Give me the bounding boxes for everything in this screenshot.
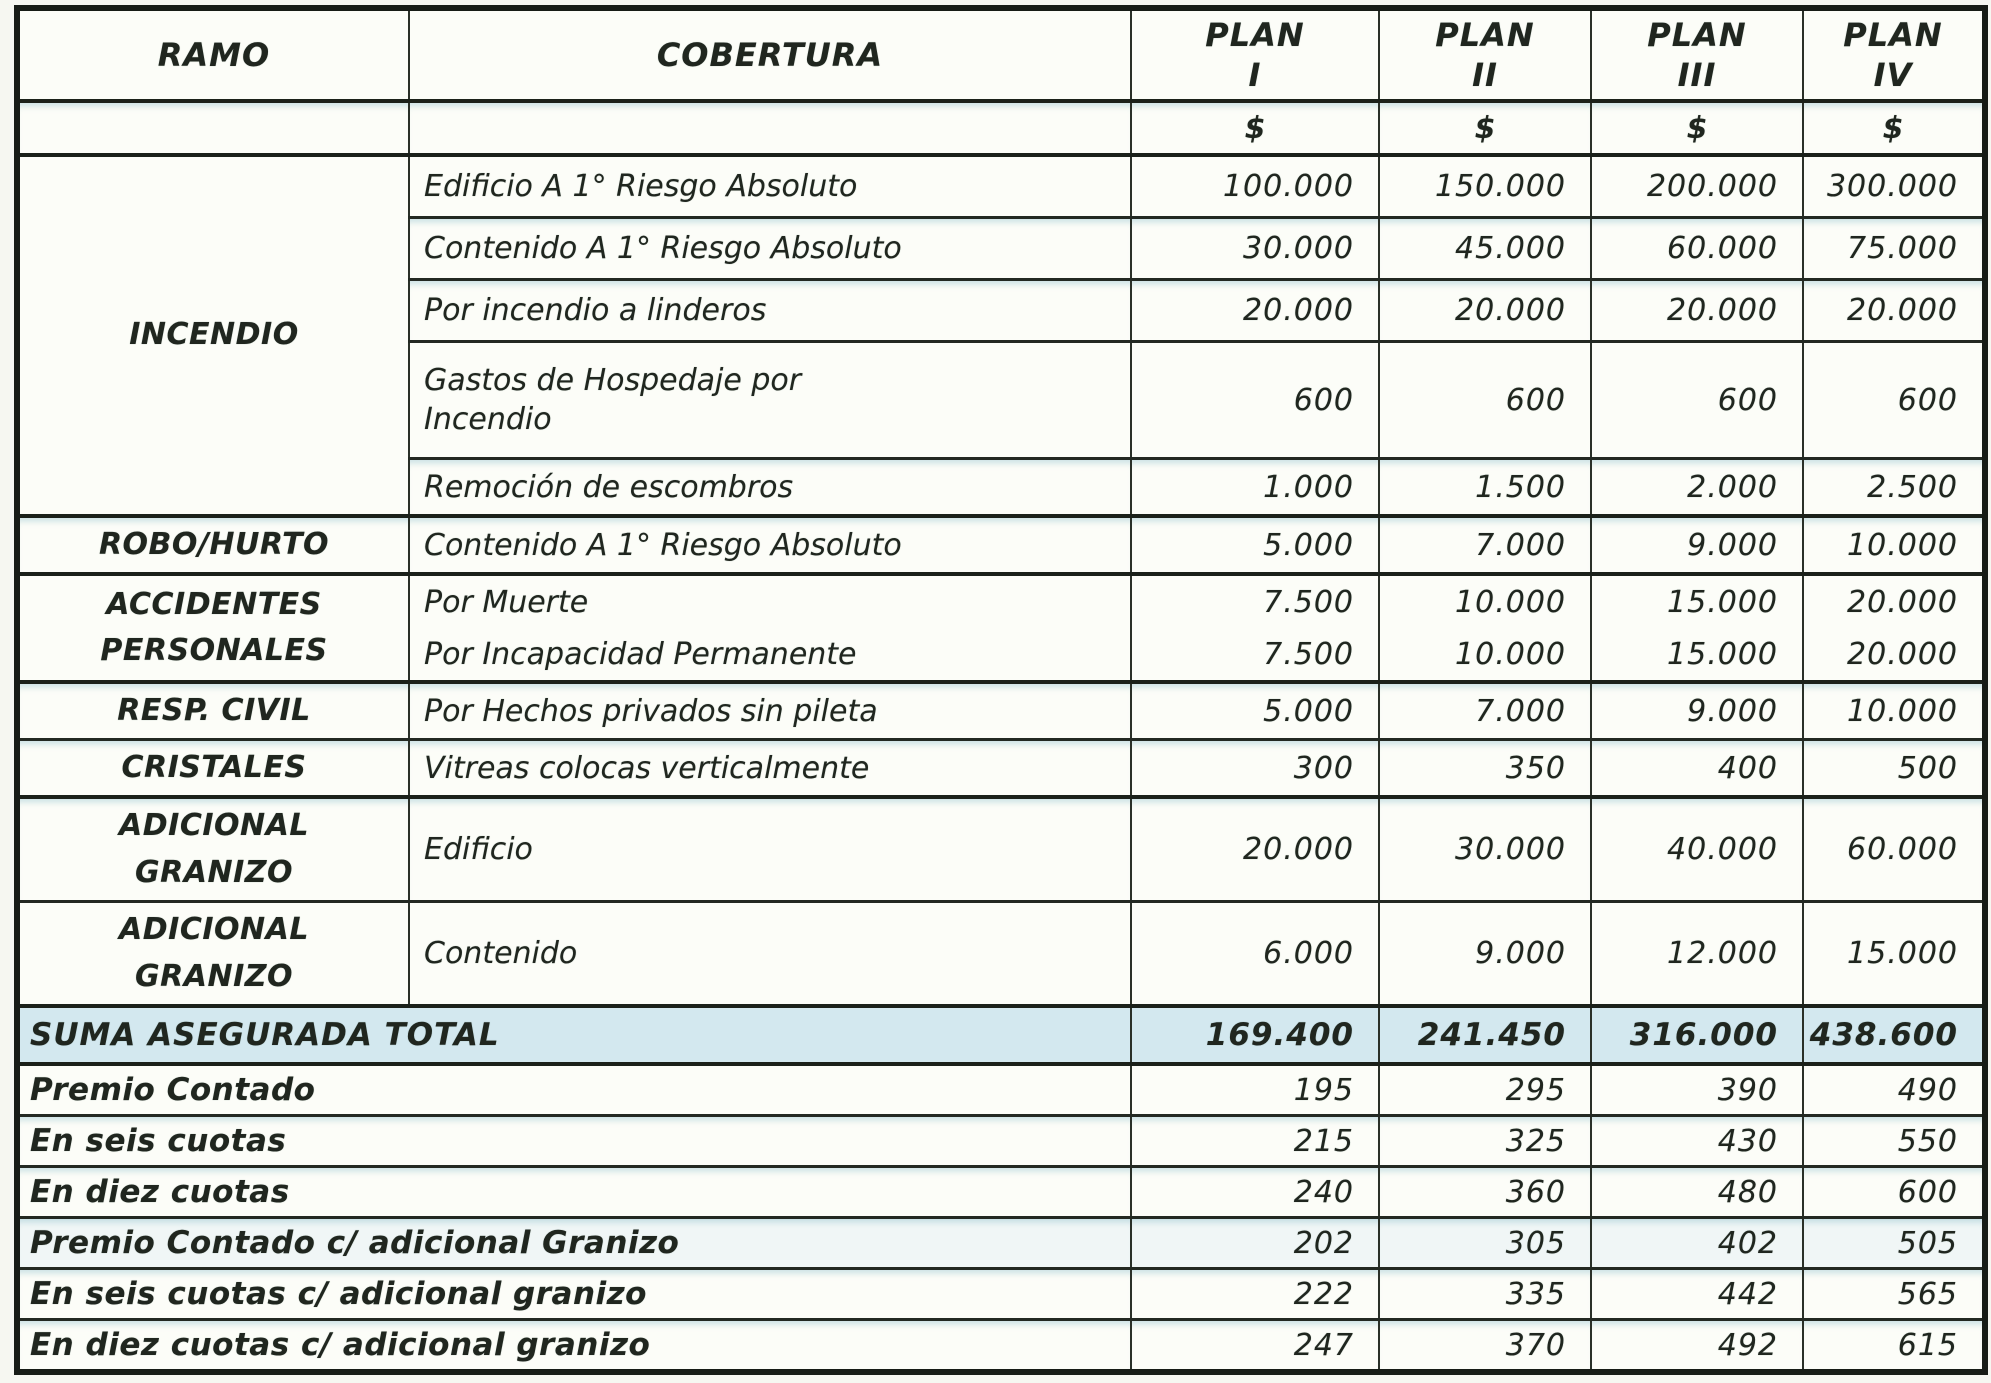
premium-label: En diez cuotas c/ adicional granizo [17,1320,1131,1373]
col-header-plan-1 [1131,8,1379,101]
plan-1-numeral: I [1248,56,1262,94]
row-incendio-edificio [17,155,1985,218]
value-cell-plan-4: 20.000 [1803,280,1985,342]
coverage-cell: Vitreas colocas verticalmente [409,740,1131,798]
plan-3-label: PLAN [1647,16,1747,54]
value-cell-plan-1: 6.000 [1131,902,1379,1007]
ramo-line-2: PERSONALES [100,633,328,668]
currency-row [17,101,1985,155]
plan-3-numeral: III [1677,56,1717,94]
premium-value-plan-1: 240 [1131,1167,1379,1218]
value-cell-plan-4: 10.000 [1803,516,1985,574]
premium-value-plan-2: 370 [1379,1320,1591,1373]
premium-row-contado-granizo [17,1218,1985,1269]
value-cell-plan-1: 5.000 [1131,682,1379,740]
value-cell-plan-3: 15.000 [1591,628,1803,682]
premium-label: En seis cuotas c/ adicional granizo [17,1269,1131,1320]
insurance-plans-table [14,5,1988,1375]
col-header-ramo: RAMO [17,8,409,101]
ramo-line-1: ADICIONAL [119,912,309,947]
row-resp-civil [17,682,1985,740]
ramo-line-1: ACCIDENTES [106,586,322,622]
coverage-text: Gastos de Hospedaje por Incendio [424,363,802,437]
value-cell-plan-4: 2.500 [1803,459,1985,517]
value-cell-plan-3: 40.000 [1591,797,1803,902]
premium-value-plan-4: 600 [1803,1167,1985,1218]
premium-row-seis-cuotas [17,1116,1985,1167]
value-cell-plan-4: 75.000 [1803,218,1985,280]
value-cell-plan-3: 9.000 [1591,516,1803,574]
premium-value-plan-4: 565 [1803,1269,1985,1320]
ramo-cell-robo-hurto: ROBO/HURTO [17,516,409,574]
total-value-plan-3: 316.000 [1591,1006,1803,1064]
coverage-cell: Contenido A 1° Riesgo Absoluto [409,218,1131,280]
coverage-cell: Contenido A 1° Riesgo Absoluto [409,516,1131,574]
currency-symbol-plan-1: $ [1131,101,1379,155]
premium-value-plan-3: 480 [1591,1167,1803,1218]
value-cell-plan-2: 7.000 [1379,682,1591,740]
value-cell-plan-2: 10.000 [1379,574,1591,628]
value-cell-plan-4: 300.000 [1803,155,1985,218]
coverage-cell: Por Muerte [409,574,1131,628]
ramo-cell-cristales: CRISTALES [17,740,409,798]
row-granizo-contenido [17,902,1985,1007]
premium-value-plan-2: 360 [1379,1167,1591,1218]
row-robo-hurto [17,516,1985,574]
header-row [17,8,1985,101]
value-cell-plan-4: 10.000 [1803,682,1985,740]
row-cristales [17,740,1985,798]
premium-label: Premio Contado [17,1064,1131,1116]
coverage-cell: Edificio [409,797,1131,902]
coverage-cell: Por Incapacidad Permanente [409,628,1131,682]
ramo-cell-adicional-granizo-1 [17,797,409,902]
value-cell-plan-1: 1.000 [1131,459,1379,517]
value-cell-plan-3: 12.000 [1591,902,1803,1007]
ramo-line-2: GRANIZO [135,854,293,890]
value-cell-plan-2: 1.500 [1379,459,1591,517]
value-cell-plan-1: 600 [1131,342,1379,459]
plan-1-label: PLAN [1205,16,1305,54]
premium-value-plan-3: 442 [1591,1269,1803,1320]
premium-value-plan-4: 615 [1803,1320,1985,1373]
empty-cell [17,101,409,155]
value-cell-plan-1: 20.000 [1131,280,1379,342]
currency-symbol-plan-3: $ [1591,101,1803,155]
row-accidentes-muerte [17,574,1985,628]
total-label: SUMA ASEGURADA TOTAL [17,1006,1131,1064]
plan-4-label: PLAN [1843,16,1943,54]
col-header-cobertura: COBERTURA [409,8,1131,101]
premium-label: En seis cuotas [17,1116,1131,1167]
value-cell-plan-1: 300 [1131,740,1379,798]
value-cell-plan-2: 350 [1379,740,1591,798]
ramo-cell-accidentes-personales [17,574,409,682]
plan-2-label: PLAN [1435,16,1535,54]
value-cell-plan-2: 20.000 [1379,280,1591,342]
value-cell-plan-1: 7.500 [1131,628,1379,682]
premium-value-plan-3: 430 [1591,1116,1803,1167]
premium-value-plan-1: 195 [1131,1064,1379,1116]
premium-value-plan-4: 505 [1803,1218,1985,1269]
value-cell-plan-1: 30.000 [1131,218,1379,280]
value-cell-plan-1: 100.000 [1131,155,1379,218]
value-cell-plan-2: 9.000 [1379,902,1591,1007]
empty-cell [409,101,1131,155]
value-cell-plan-3: 9.000 [1591,682,1803,740]
value-cell-plan-3: 15.000 [1591,574,1803,628]
premium-value-plan-1: 215 [1131,1116,1379,1167]
value-cell-plan-3: 400 [1591,740,1803,798]
value-cell-plan-3: 60.000 [1591,218,1803,280]
value-cell-plan-1: 5.000 [1131,516,1379,574]
premium-value-plan-3: 492 [1591,1320,1803,1373]
value-cell-plan-3: 600 [1591,342,1803,459]
coverage-cell: Remoción de escombros [409,459,1131,517]
value-cell-plan-3: 20.000 [1591,280,1803,342]
value-cell-plan-1: 7.500 [1131,574,1379,628]
premium-value-plan-3: 402 [1591,1218,1803,1269]
value-cell-plan-2: 150.000 [1379,155,1591,218]
premium-value-plan-1: 222 [1131,1269,1379,1320]
value-cell-plan-3: 2.000 [1591,459,1803,517]
value-cell-plan-2: 7.000 [1379,516,1591,574]
ramo-line-2: GRANIZO [135,958,293,994]
row-granizo-edificio [17,797,1985,902]
total-value-plan-4: 438.600 [1803,1006,1985,1064]
value-cell-plan-4: 20.000 [1803,628,1985,682]
coverage-cell: Por incendio a linderos [409,280,1131,342]
currency-symbol-plan-2: $ [1379,101,1591,155]
premium-value-plan-1: 247 [1131,1320,1379,1373]
value-cell-plan-1: 20.000 [1131,797,1379,902]
premium-value-plan-2: 335 [1379,1269,1591,1320]
value-cell-plan-4: 60.000 [1803,797,1985,902]
coverage-cell: Edificio A 1° Riesgo Absoluto [409,155,1131,218]
value-cell-plan-4: 600 [1803,342,1985,459]
ramo-cell-resp-civil: RESP. CIVIL [17,682,409,740]
premium-row-seis-cuotas-granizo [17,1269,1985,1320]
value-cell-plan-2: 600 [1379,342,1591,459]
premium-label: Premio Contado c/ adicional Granizo [17,1218,1131,1269]
premium-value-plan-2: 295 [1379,1064,1591,1116]
value-cell-plan-2: 10.000 [1379,628,1591,682]
coverage-cell: Por Hechos privados sin pileta [409,682,1131,740]
premium-row-contado [17,1064,1985,1116]
premium-value-plan-4: 490 [1803,1064,1985,1116]
ramo-line-1: ADICIONAL [119,808,309,843]
plan-2-numeral: II [1472,56,1498,94]
value-cell-plan-4: 500 [1803,740,1985,798]
value-cell-plan-2: 30.000 [1379,797,1591,902]
value-cell-plan-4: 20.000 [1803,574,1985,628]
ramo-cell-adicional-granizo-2 [17,902,409,1007]
premium-value-plan-2: 325 [1379,1116,1591,1167]
col-header-plan-4 [1803,8,1985,101]
ramo-cell-incendio: INCENDIO [17,155,409,516]
value-cell-plan-4: 15.000 [1803,902,1985,1007]
col-header-plan-3 [1591,8,1803,101]
total-value-plan-1: 169.400 [1131,1006,1379,1064]
coverage-cell: Contenido [409,902,1131,1007]
premium-value-plan-4: 550 [1803,1116,1985,1167]
premium-value-plan-3: 390 [1591,1064,1803,1116]
premium-value-plan-2: 305 [1379,1218,1591,1269]
col-header-plan-2 [1379,8,1591,101]
premium-row-diez-cuotas-granizo [17,1320,1985,1373]
premium-row-diez-cuotas [17,1167,1985,1218]
coverage-cell [409,342,1131,459]
premium-value-plan-1: 202 [1131,1218,1379,1269]
premium-label: En diez cuotas [17,1167,1131,1218]
total-value-plan-2: 241.450 [1379,1006,1591,1064]
currency-symbol-plan-4: $ [1803,101,1985,155]
total-row [17,1006,1985,1064]
plan-4-numeral: IV [1873,56,1913,94]
value-cell-plan-3: 200.000 [1591,155,1803,218]
value-cell-plan-2: 45.000 [1379,218,1591,280]
